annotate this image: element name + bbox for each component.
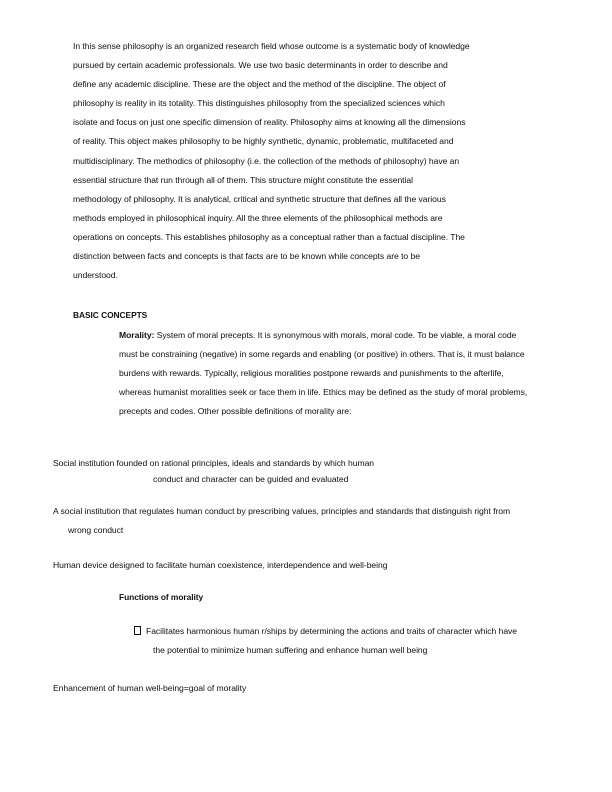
basic-concepts-heading: BASIC CONCEPTS bbox=[73, 310, 148, 320]
intro-line: In this sense philosophy is an organized research field whose outcome is a systematic body of knowledge bbox=[73, 41, 470, 51]
morality-line: burdens with rewards. Typically, religious moralities postpone rewards and punishments to the afterlife, bbox=[119, 368, 504, 379]
intro-line: understood. bbox=[73, 270, 118, 281]
definition-line-continued: conduct and character can be guided and evaluated bbox=[153, 473, 349, 484]
intro-line: operations on concepts. This establishes philosophy as a conceptual rather than a factual discipline. The bbox=[73, 231, 465, 242]
functions-of-morality-heading: Functions of morality bbox=[119, 592, 204, 602]
morality-first-line-text: System of moral precepts. It is synonymous with morals, moral code. To be viable, a moral code bbox=[154, 330, 517, 340]
morality-line: must be constraining (negative) in some regards and enabling (or positive) in others. That is, it must balance bbox=[119, 349, 525, 360]
intro-line: essential structure that run through all of them. This structure might constitute the essential bbox=[73, 174, 413, 185]
morality-line: precepts and codes. Other possible definitions of morality are: bbox=[119, 406, 352, 417]
intro-line: multidisciplinary. The methodics of philosophy (i.e. the collection of the methods of philosophy) have an bbox=[73, 155, 460, 166]
intro-line: methods employed in philosophical inquiry. All the three elements of the philosophical methods are bbox=[73, 212, 443, 223]
intro-line: define any academic discipline. These are the object and the method of the discipline. The object of bbox=[73, 79, 446, 90]
function-item-text: Facilitates harmonious human r/ships by determining the actions and traits of character which have bbox=[146, 626, 518, 636]
goal-statement: Enhancement of human well-being=goal of morality bbox=[53, 683, 247, 693]
morality-definition bbox=[119, 326, 609, 421]
intro-line: pursued by certain academic professionals. We use two basic determinants in order to describe and bbox=[73, 60, 448, 71]
morality-term: Morality: bbox=[119, 330, 155, 340]
definition-line: Social institution founded on rational principles, ideals and standards by which human bbox=[53, 458, 375, 468]
intro-line: methodology of philosophy. It is analytical, critical and synthetic structure that defines all the various bbox=[73, 193, 446, 204]
definition-item bbox=[53, 502, 510, 540]
intro-paragraph bbox=[73, 37, 553, 285]
definition-line-continued: wrong conduct bbox=[68, 525, 124, 536]
intro-line: philosophy is reality in its totality. This distinguishes philosophy from the specialized sciences which bbox=[73, 98, 445, 109]
definition-line: A social institution that regulates human conduct by prescribing values, principles and standards that distinguish right from bbox=[53, 506, 511, 516]
function-item-continued: the potential to minimize human suffering and enhance human well being bbox=[153, 645, 428, 656]
square-bullet-icon bbox=[134, 626, 141, 635]
intro-line: distinction between facts and concepts is that facts are to be known while concepts are to be bbox=[73, 251, 420, 262]
definition-item bbox=[53, 456, 374, 487]
morality-line: whereas humanist moralities seek or face them in life. Ethics may be defined as the study of moral problems, bbox=[119, 387, 528, 398]
function-item-first-line bbox=[134, 622, 517, 641]
morality-first-line bbox=[119, 326, 609, 345]
definition-item: Human device designed to facilitate human coexistence, interdependence and well-being bbox=[53, 560, 388, 570]
function-list-item bbox=[134, 622, 517, 660]
intro-line: isolate and focus on just one specific dimension of reality. Philosophy aims at knowing all the dimensions bbox=[73, 117, 466, 128]
intro-line: of reality. This object makes philosophy to be highly synthetic, dynamic, problematic, multifaceted and bbox=[73, 136, 454, 147]
